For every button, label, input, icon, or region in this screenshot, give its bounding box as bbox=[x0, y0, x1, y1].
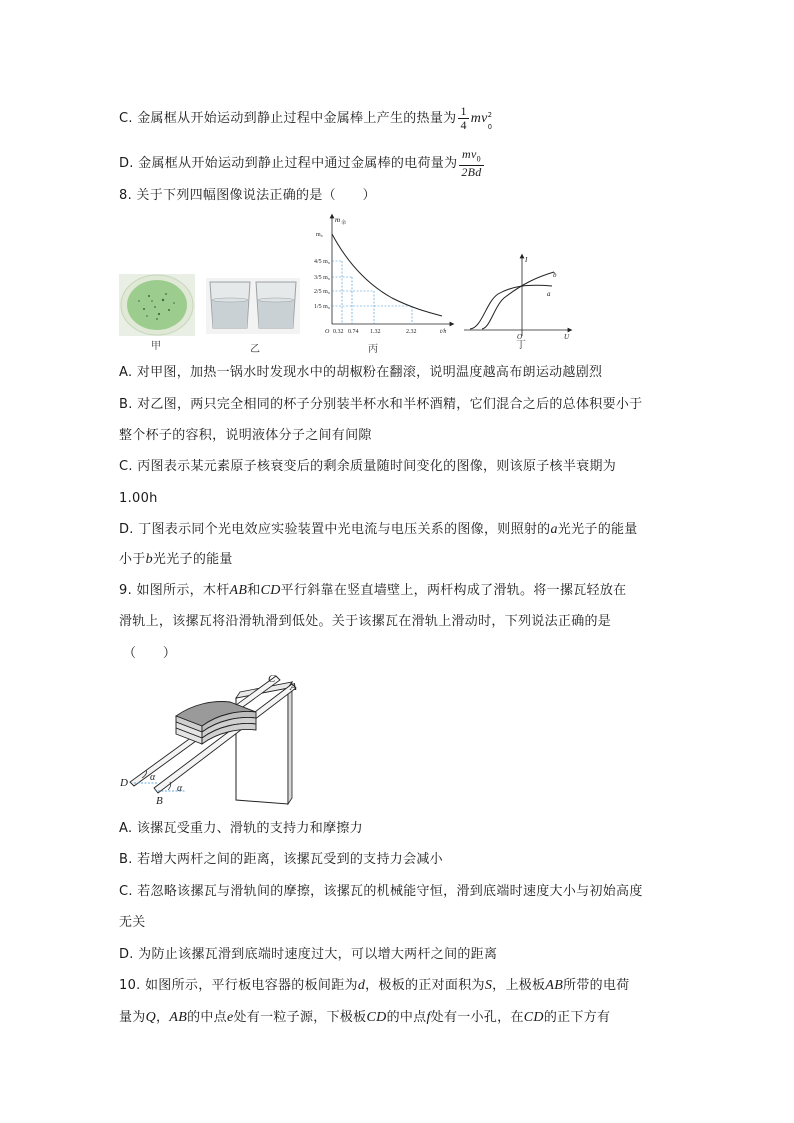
q8-stem: 8. 关于下列四幅图像说法正确的是（ ） bbox=[119, 188, 376, 203]
svg-text:m: m bbox=[335, 216, 341, 224]
decay-curve bbox=[332, 234, 442, 316]
svg-text:1/5 m₀: 1/5 m₀ bbox=[314, 304, 330, 310]
svg-text:m₀: m₀ bbox=[316, 232, 323, 238]
q9-option-c-line2: 无关 bbox=[119, 915, 146, 930]
caption-yi: 乙 bbox=[250, 344, 260, 355]
q9-stem-line1: 9. 如图所示，木杆AB和CD平行斜靠在竖直墙壁上，两杆构成了滑轨。将一摞瓦轻放在 bbox=[119, 583, 627, 598]
q8-option-c-line2: 1.00h bbox=[119, 491, 158, 506]
figure-q9-tiles-on-rails bbox=[118, 670, 308, 812]
svg-text:0.32: 0.32 bbox=[333, 329, 344, 335]
q8-option-b-line2: 整个杯子的容积，说明液体分子之间有间隙 bbox=[119, 428, 372, 443]
caption-ding: 丁 bbox=[516, 340, 526, 351]
svg-text:2.32: 2.32 bbox=[406, 329, 417, 335]
svg-text:B: B bbox=[156, 795, 163, 807]
svg-text:1.32: 1.32 bbox=[370, 329, 381, 335]
svg-text:a: a bbox=[547, 290, 551, 298]
q8-option-d-line1: D. 丁图表示同个光电效应实验装置中光电流与电压关系的图像，则照射的a光光子的能量 bbox=[119, 522, 638, 537]
q8-option-b-line1: B. 对乙图，两只完全相同的杯子分别装半杯水和半杯酒精，它们混合之后的总体积要小于 bbox=[119, 397, 643, 412]
svg-text:A: A bbox=[290, 681, 297, 693]
fraction: $\frac{1}{4}$ bbox=[460, 104, 467, 132]
caption-bing: 丙 bbox=[368, 344, 378, 355]
svg-text:O: O bbox=[517, 333, 523, 341]
q9-option-a: A. 该摞瓦受重力、滑轨的支持力和摩擦力 bbox=[119, 821, 363, 836]
q8-option-a: A. 对甲图，加热一锅水时发现水中的胡椒粉在翻滚，说明温度越高布朗运动越剧烈 bbox=[119, 365, 603, 380]
q9-stem-line3: （ ） bbox=[123, 646, 177, 661]
svg-text:I: I bbox=[525, 256, 528, 264]
curve-a bbox=[470, 285, 552, 329]
curve-b bbox=[482, 272, 554, 329]
svg-text:b: b bbox=[553, 271, 557, 279]
svg-text:2/5 m₀: 2/5 m₀ bbox=[314, 289, 330, 295]
q8-option-d-line2: 小于b光光子的能量 bbox=[119, 552, 233, 567]
svg-text:4/5 m₀: 4/5 m₀ bbox=[314, 259, 330, 265]
q10-line2: 量为Q，AB的中点e处有一粒子源，下极板CD的中点f处有一小孔，在CD的正下方有 bbox=[119, 1010, 611, 1025]
figure-jia-pepper-dish bbox=[119, 274, 195, 336]
q9-option-d: D. 为防止该摞瓦滑到底端时速度过大，可以增大两杆之间的距离 bbox=[119, 947, 498, 962]
svg-text:t/h: t/h bbox=[440, 329, 447, 335]
svg-text:α: α bbox=[177, 783, 183, 794]
svg-text:余: 余 bbox=[341, 221, 347, 226]
q7-option-c: C. 金属框从开始运动到静止过程中金属棒上产生的热量为 $\frac{1}{4}$ mv 2 0 bbox=[119, 104, 493, 132]
figure-bing-decay-graph bbox=[312, 212, 457, 342]
svg-text:3/5 m₀: 3/5 m₀ bbox=[314, 275, 330, 281]
q10-line1: 10. 如图所示，平行板电容器的板间距为d，极板的正对面积为S，上极板AB所带的电荷 bbox=[119, 978, 630, 993]
svg-text:C: C bbox=[268, 673, 276, 685]
svg-text:0.74: 0.74 bbox=[348, 329, 359, 335]
q9-option-c-line1: C. 若忽略该摞瓦与滑轨间的摩擦，该摞瓦的机械能守恒，滑到底端时速度大小与初始高度 bbox=[119, 884, 643, 899]
figure-yi-two-glasses bbox=[206, 278, 300, 334]
q9-option-b: B. 若增大两杆之间的距离，该摞瓦受到的支持力会减小 bbox=[119, 852, 443, 867]
q8-option-c-line1: C. 丙图表示某元素原子核衰变后的剩余质量随时间变化的图像，则该原子核半衰期为 bbox=[119, 459, 617, 474]
q9-stem-line2: 滑轨上，该摞瓦将沿滑轨滑到低处。关于该摞瓦在滑轨上滑动时，下列说法正确的是 bbox=[119, 614, 612, 629]
fraction: $\frac{mv_0}{2Bd}$ bbox=[461, 147, 482, 180]
caption-jia: 甲 bbox=[151, 341, 161, 352]
svg-text:D: D bbox=[120, 777, 128, 789]
svg-text:O: O bbox=[325, 329, 330, 335]
q7-option-d: D. 金属框从开始运动到静止过程中通过金属棒的电荷量为 $\frac{mv_0}{2Bd}$ bbox=[119, 147, 482, 180]
svg-text:U: U bbox=[564, 333, 570, 341]
figure-ding-photocurrent-graph bbox=[462, 252, 574, 342]
svg-text:α: α bbox=[150, 772, 156, 783]
